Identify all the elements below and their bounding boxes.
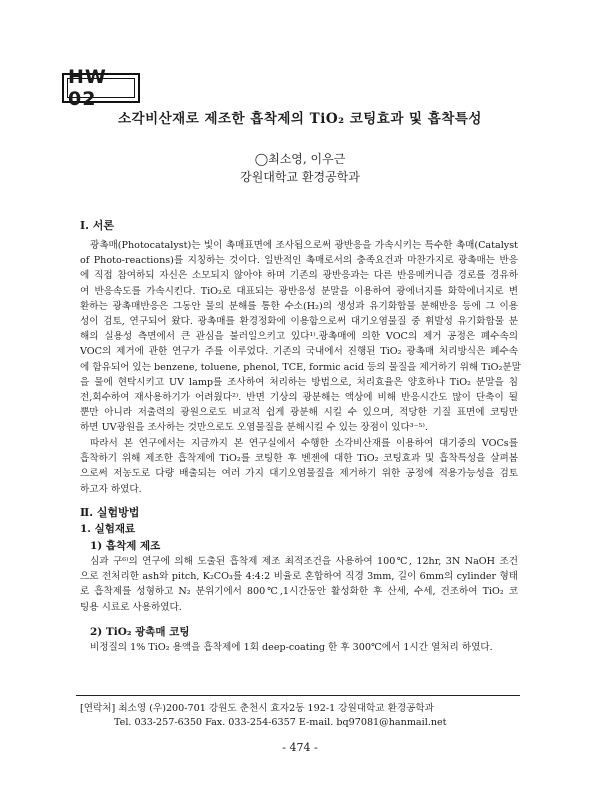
text-line: 으로써 저농도로 다량 배출되는 여러 가지 대기오염물질을 제거하기 위한 공정에 적용가능성을 검토 xyxy=(80,468,518,480)
intro-heading: Ⅰ. 서론 xyxy=(80,219,115,232)
text-line: 으로 전처리한 ash와 pitch, K₂CO₃를 4:4:2 비율로 혼합하여 직경 3mm, 길이 6mm의 cylinder 형태 xyxy=(80,571,518,583)
text-line: 비정질의 1% TiO₂ 용액을 흡착제에 1회 deep-coating 한 후 300℃에서 1시간 열처리 하였다. xyxy=(90,642,493,653)
text-line: 해의 실용성 측면에서 큰 관심을 불러일으키고 있다¹⁾.광촉매에 의한 VOC의 제거 공정은 폐수속의 xyxy=(80,331,518,343)
adsorbent-paragraph xyxy=(80,554,518,615)
contact-line-2: Tel. 033-257-6350 Fax. 033-254-6357 E-mail. bq97081@hanmail.net xyxy=(114,717,447,728)
text-line: 흡착하기 위해 제조한 흡착제에 TiO₂를 코팅한 후 벤젠에 대한 TiO₂ 코팅효과 및 흡착특성을 살펴봄 xyxy=(80,453,518,465)
coating-paragraph xyxy=(80,640,518,655)
adsorbent-heading: 1) 흡착제 제조 xyxy=(90,540,161,552)
footer-rule xyxy=(76,695,520,696)
text-line: of Photo-reactions)를 지칭하는 것이다. 일반적인 촉매로서의 충족요건과 마찬가지로 광촉매는 반응 xyxy=(80,255,518,267)
paper-code: HW 02 xyxy=(67,78,135,98)
text-line: 에 함유되어 있는 benzene, toluene, phenol, TCE, formic acid 등의 물질을 제거하기 위해 TiO₂분말 xyxy=(80,361,521,373)
contact-line-1: [연락처] 최소영 (우)200-701 강원도 춘천시 효자2동 192-1 강원대학교 환경공학과 xyxy=(80,703,434,714)
text-line: 전,회수하여 재사용하기가 어려웠다²⁾. 반면 기상의 광분해는 액상에 비해 반응시간도 많이 단축이 될 xyxy=(80,392,518,404)
text-line: VOC의 제거에 관한 연구가 주를 이루었다. 기존의 국내에서 진행된 TiO₂ 광촉매 처리방식은 폐수속 xyxy=(80,346,518,358)
text-line: 여 반응속도를 가속시킨다. TiO₂로 대표되는 광반응성 분말을 이용하여 광에너지를 화학에너지로 변 xyxy=(80,285,518,297)
text-line: 환하는 광촉매반응은 그동안 물의 분해를 통한 수소(H₂)의 생성과 유기화합물 분해반응 등에 그 이용 xyxy=(80,300,518,312)
materials-heading: 1. 실험재료 xyxy=(80,523,136,535)
text-line: 심과 구⁶⁾의 연구에 의해 도출된 흡착제 제조 최적조건을 사용하여 100℃, 12hr, 3N NaOH 조건 xyxy=(90,556,518,567)
text-line: 따라서 본 연구에서는 지금까지 본 연구실에서 수행한 소각비산재를 이용하여 대기중의 VOCs를 xyxy=(90,438,518,449)
text-line: 에 직접 참여하되 자신은 소모되지 않아야 하며 기존의 광반응과는 다른 반응메커니즘 경로를 경유하 xyxy=(80,270,518,282)
paper-code-box xyxy=(62,66,140,110)
page-number: - 474 - xyxy=(282,741,318,754)
text-line: 뿐만 아니라 저출력의 광원으로도 비교적 쉽게 광분해 시킬 수 있으며, 적당한 기질 표면에 코팅만 xyxy=(80,407,518,419)
text-line: 하고자 하였다. xyxy=(80,483,142,495)
text-line: 성이 검토, 연구되어 왔다. 광촉매를 환경정화에 이용함으로써 대기오염물질 중 휘발성 유기화합물 분 xyxy=(80,316,518,328)
intro-paragraph-2 xyxy=(80,436,518,497)
text-line: 을 물에 현탁시키고 UV lamp를 조사하여 처리하는 방법으로, 처리효율은 양호하나 TiO₂ 분말을 침 xyxy=(80,376,518,388)
text-line: 팅용 시료로 사용하였다. xyxy=(80,601,182,613)
intro-paragraph-1 xyxy=(80,238,521,436)
affiliation: 강원대학교 환경공학과 xyxy=(240,170,360,184)
text-line: 광촉매(Photocatalyst)는 빛이 촉매표면에 조사됨으로써 광반응을 가속시키는 특수한 촉매(Catalyst xyxy=(90,240,518,251)
authors: ◯최소영, 이우근 xyxy=(254,152,346,166)
coating-heading: 2) TiO₂ 광촉매 코팅 xyxy=(90,626,190,638)
text-line: 로 흡착제를 성형하고 N₂ 분위기에서 800℃,1시간동안 활성화한 후 산세, 수세, 건조하여 TiO₂ 코 xyxy=(80,586,518,598)
paper-title: 소각비산재로 제조한 흡착제의 TiO₂ 코팅효과 및 흡착특성 xyxy=(118,111,482,127)
methods-heading: Ⅱ. 실험방법 xyxy=(80,506,140,519)
text-line: 하면 UV광원을 조사하는 것만으로도 오염물질을 분해시킬 수 있는 장점이 있다³⁻⁵⁾. xyxy=(80,422,428,434)
